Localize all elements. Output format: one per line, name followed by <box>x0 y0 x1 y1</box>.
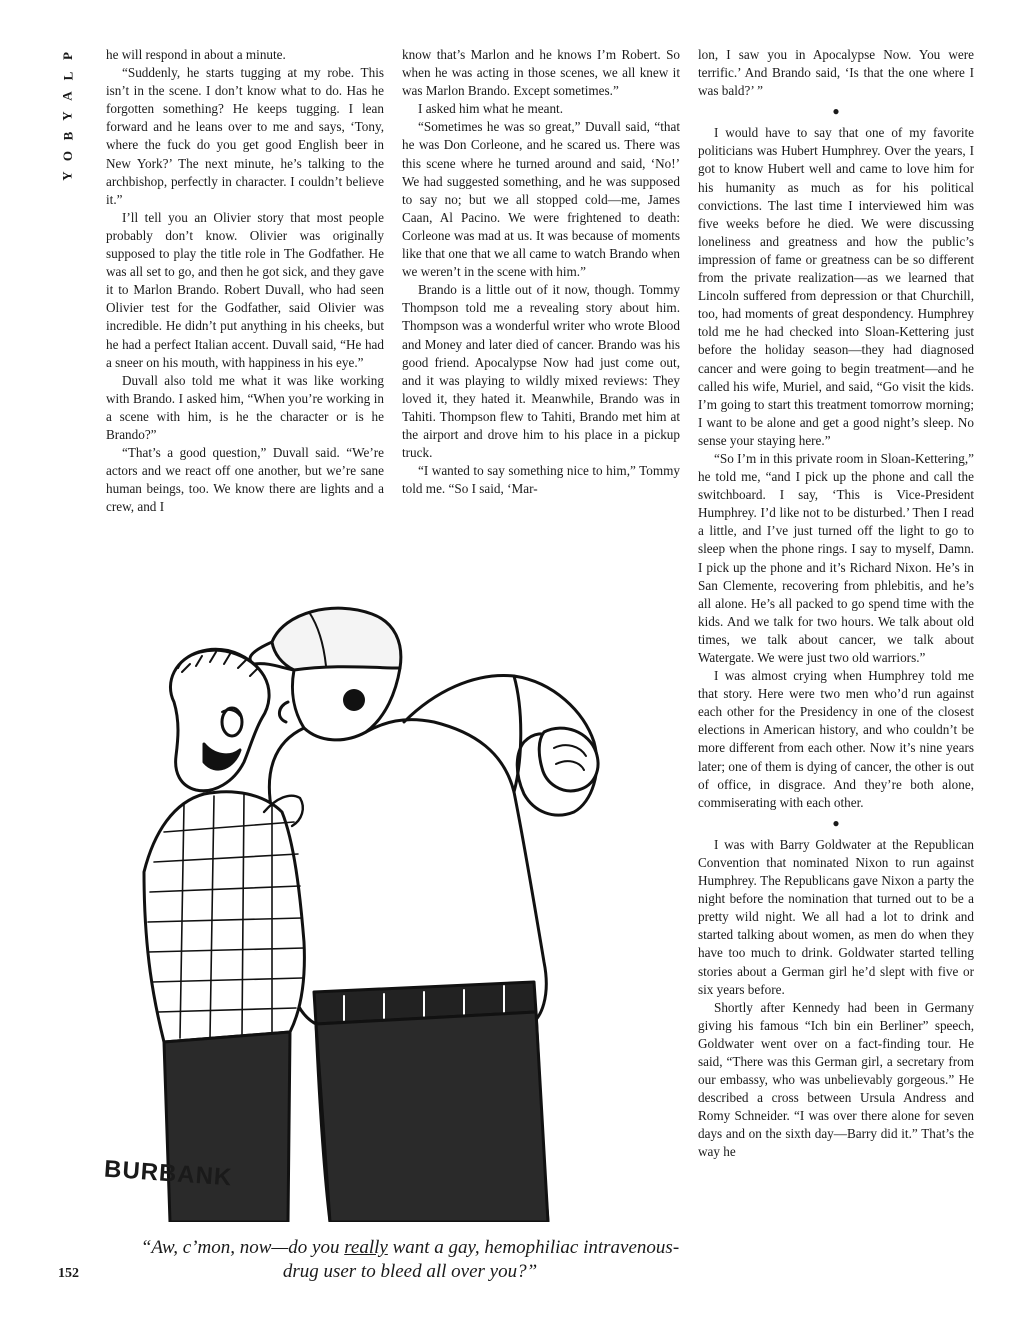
paragraph: I’ll tell you an Olivier story that most people probably don’t know. Olivier was originally supposed to play the title role in The Godfather. He was all set to go, and then he got sick, and they gave it to Marlon Brando. Robert Duvall, who had seen Olivier test for the Godfather, said Olivier was incredible. He didn’t put anything in his cheeks, but he had a perfect Italian accent. Duvall said, “He had a sneer on his mouth, with happiness in his eye.” <box>106 209 384 370</box>
paragraph: “That’s a good question,” Duvall said. “We’re actors and we react off one another, but we’re sane human beings, too. We know there are lights and a crew, and I <box>106 445 384 515</box>
running-head-letter: P <box>59 52 75 60</box>
fist <box>539 728 598 791</box>
paragraph: “I wanted to say something nice to him,” Tommy told me. “So I said, ‘Mar- <box>402 463 680 497</box>
column-3 <box>698 46 974 1162</box>
running-head-letter: Y <box>59 171 75 181</box>
big-man-torso <box>269 720 546 1027</box>
paragraph: I was almost crying when Humphrey told me that story. Here were two men who’d run against each other for the Presidency in one of the closest elections in American history, and who couldn’t be more different from each other. Now it’s nine years later; one of them is dying of cancer, the other is out of office, in disgrace. And they’re both alone, commiserating with each other. <box>698 668 974 810</box>
section-bullet: ● <box>832 815 840 830</box>
paragraph: Duvall also told me what it was like working with Brando. I asked him, “When you’re working in a scene with him, is he the character or is he Brando?” <box>106 372 384 442</box>
paragraph: “So I’m in this private room in Sloan-Kettering,” he told me, “and I pick up the phone and call the switchboard. I say, ‘This is Vice-President Humphrey. I’d like not to be disturbed.’ Then I read a little, and I’ve just turned off the light to go to sleep when the phone rings. I say to myself, Damn. I pick up the phone and it’s Richard Nixon. He’s in San Clemente, recovering from phlebitis, and he’s all alone. He’s all packed to go spend time with the kids. And we talk for two hours. We talk about old times, we talk about cancer, we talk about Watergate. We were just two old warriors.” <box>698 450 974 665</box>
paragraph: I would have to say that one of my favorite politicians was Hubert Humphrey. Over the years, I got to know Hubert well and came to love him for his humanity as much as for his political convictions. The last time I interviewed him was five weeks before he died. We were discussing loneliness and greatness and how the public’s impression of fame or greatness can be so different from the private realization—as we learned that Lincoln suffered from depression or that Churchill, too, had moments of great despondency. Humphrey told me he had checked into Sloan-Kettering just before the holiday season—they had diagnosed cancer and were going to begin treatment—and he called his wife, Muriel, and said, “Go visit the kids. I’m going to start this treatment tomorrow morning; I want to be alone and get a good night’s sleep. No sense your staying here.” <box>698 125 974 448</box>
column-2 <box>402 46 680 498</box>
paragraph: Shortly after Kennedy had been in Germany giving his famous “Ich bin ein Berliner” speech, Goldwater went over on a fact-finding tour. He said, “There was this German girl, a secretary from our embassy, who was unbelievably gorgeous.” He described a cross between Ursula Andress and Romy Schneider. “I was over there alone for seven days and on the sixth day—Barry did it.” That’s the way he <box>698 999 974 1160</box>
paragraph: I was with Barry Goldwater at the Republican Convention that nominated Nixon to run against Humphrey. The Republicans gave Nixon a party the night before the nomination that turned out to be a pretty wild night. We all had a lot to drink and started talking about women, as men do when they have too much to drink. Goldwater started telling stories about a German girl he’d slept with five or six years before. <box>698 836 974 997</box>
small-man-shirt <box>144 792 304 1042</box>
paragraph: Brando is a little out of it now, though. Tommy Thompson told me a revealing story about him. Thompson was a wonderful writer who wrote Blood and Money and later died of cancer. Brando was his good friend. Apocalypse Now had just come out, and it was playing to wildly mixed reviews: They loved it, they hated it. Meanwhile, Brando was in Tahiti. Thompson flew to Tahiti, Brando met him at the airport and drove him to his place in a pickup truck. <box>402 282 680 461</box>
paragraph: “Suddenly, he starts tugging at my robe. This isn’t in the scene. I don’t know what to do. Has he forgotten something? He keeps tugging. I lean forward and he leans over to me and says, ‘Tony, where the fuck do you get good English beer in New York?’ The next minute, he’s talking to the archbishop, perfectly in character. I couldn’t believe it.” <box>106 65 384 207</box>
cartoon-illustration <box>104 572 680 1222</box>
small-man-pants <box>164 1032 290 1222</box>
artist-signature: BURBANK <box>103 1155 234 1192</box>
running-head-letter: Y <box>59 111 75 121</box>
running-head <box>58 46 78 186</box>
running-head-letter: L <box>59 71 75 81</box>
paragraph: I asked him what he meant. <box>418 101 564 117</box>
paragraph: know that’s Marlon and he knows I’m Robert. So when he was acting in those scenes, we all knew it was Marlon Brando. Except sometimes.” <box>402 47 680 99</box>
column-1 <box>106 46 384 516</box>
cap <box>272 608 401 670</box>
running-head-letter: A <box>59 91 75 101</box>
page-number: 152 <box>58 1266 79 1281</box>
section-bullet: ● <box>832 104 840 119</box>
paragraph: lon, I saw you in Apocalypse Now. You were terrific.’ And Brando said, ‘Is that the one where I was bald?’ ” <box>698 47 974 99</box>
running-head-letter: O <box>60 150 75 162</box>
paragraph: “Sometimes he was so great,” Duvall said, “that he was Don Corleone, and he scared us. There was this scene where he turned around and said, ‘No!’ We had suggested something, and he was supposed to say no; but we all stopped cold—me, James Caan, Al Pacino. We were frightened to death: Corleone was mad at us. It was because of moments like that one that we all came to watch Brando when we weren’t in the scene with him.” <box>402 119 680 280</box>
paragraph: he will respond in about a minute. <box>106 47 286 62</box>
running-head-letter: B <box>59 131 75 141</box>
cartoon-caption: “Aw, c’mon, now—do you really want a gay, hemophiliac intravenous-drug user to bleed all over you?” <box>140 1237 680 1282</box>
